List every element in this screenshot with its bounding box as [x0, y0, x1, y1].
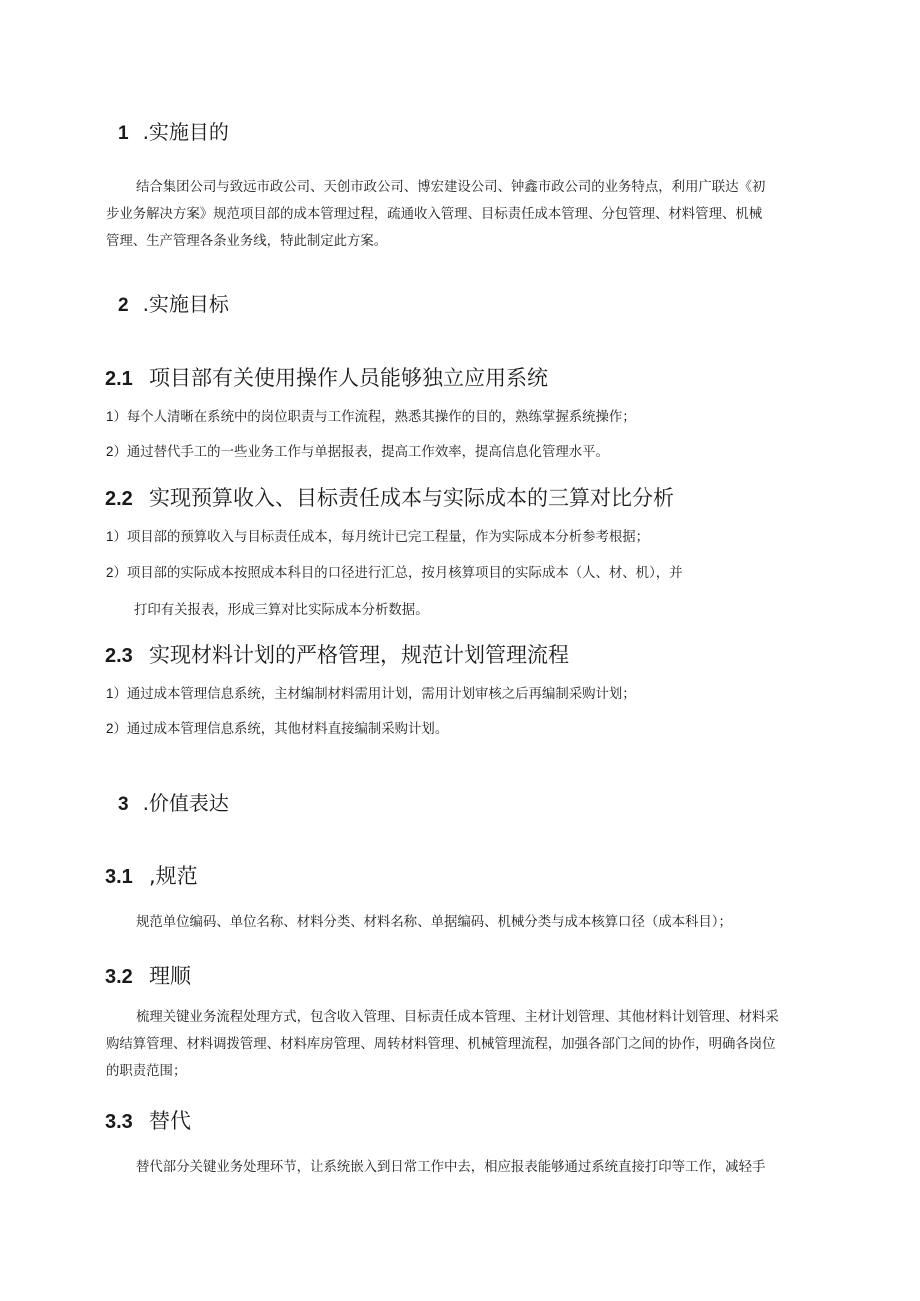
- paragraph-line: 的职责范围；: [106, 1064, 187, 1079]
- subsection-2-2-heading: [105, 482, 674, 512]
- section-title: .实施目标: [142, 292, 229, 316]
- subsection-number: 2.1: [105, 368, 133, 390]
- list-item-text: 通过替代手工的一些业务工作与单据报表，提高工作效率，提高信息化管理水平。: [126, 445, 609, 460]
- subsection-number: 2.2: [105, 488, 133, 510]
- subsection-number: 3.1: [105, 866, 133, 888]
- paragraph-line: 管理、生产管理各条业务线，特此制定此方案。: [106, 234, 388, 249]
- subsection-title: ,规范: [149, 864, 198, 888]
- section-number: 2: [118, 295, 129, 316]
- section-1-body: [106, 174, 834, 255]
- subsection-3-1-heading: [105, 860, 198, 890]
- subsection-title: 替代: [149, 1109, 191, 1133]
- list-item-number: 1）: [106, 409, 127, 424]
- list-item-number: 1）: [106, 529, 127, 544]
- section-3-heading: [118, 787, 229, 816]
- subsection-title: 实现材料计划的严格管理，规范计划管理流程: [149, 643, 569, 667]
- list-item-number: 2）: [106, 565, 127, 580]
- section-number: 1: [118, 123, 129, 144]
- subsection-number: 3.3: [105, 1111, 133, 1133]
- list-item: [106, 683, 636, 702]
- subsection-2-1-heading: [105, 362, 548, 392]
- list-item-continuation: 打印有关报表，形成三算对比实际成本分析数据。: [134, 603, 429, 618]
- list-item: [106, 406, 636, 425]
- section-number: 3: [118, 794, 129, 815]
- list-item-text: 通过成本管理信息系统，主材编制材料需用计划，需用计划审核之后再编制采购计划；: [126, 687, 636, 702]
- paragraph-line: 步业务解决方案》规范项目部的成本管理过程，疏通收入管理、目标责任成本管理、分包管理、材料管理、机械: [106, 207, 763, 222]
- paragraph-line: 替代部分关键业务处理环节，让系统嵌入到日常工作中去，相应报表能够通过系统直接打印等工作，减轻手: [136, 1160, 766, 1175]
- list-item-number: 2）: [106, 444, 127, 459]
- list-item-text: 通过成本管理信息系统，其他材料直接编制采购计划。: [126, 722, 449, 737]
- list-item-text: 项目部的预算收入与目标责任成本，每月统计已完工程量，作为实际成本分析参考根据；: [126, 530, 650, 545]
- subsection-3-2-body: [106, 1004, 834, 1085]
- subsection-3-3-heading: [105, 1105, 191, 1135]
- section-title: .价值表达: [142, 791, 229, 815]
- paragraph-line: 结合集团公司与致远市政公司、天创市政公司、博宏建设公司、钟鑫市政公司的业务特点，利用广联达《初: [136, 180, 766, 195]
- paragraph-line: 规范单位编码、单位名称、材料分类、材料名称、单据编码、机械分类与成本核算口径（成本科目）；: [136, 915, 732, 930]
- subsection-2-3-heading: [105, 639, 569, 669]
- list-item-number: 1）: [106, 686, 127, 701]
- list-item-text: 项目部的实际成本按照成本科目的口径进行汇总，按月核算项目的实际成本（人、材、机），并: [126, 566, 683, 581]
- subsection-3-2-heading: [105, 960, 191, 990]
- section-1-heading: [118, 116, 229, 145]
- list-item: [106, 562, 683, 581]
- subsection-number: 2.3: [105, 645, 133, 667]
- subsection-number: 3.2: [105, 966, 133, 988]
- section-2-heading: [118, 288, 229, 317]
- section-title: .实施目的: [142, 120, 229, 144]
- list-item-number: 2）: [106, 721, 127, 736]
- list-item: [106, 718, 448, 737]
- paragraph-line: 梳理关键业务流程处理方式，包含收入管理、目标责任成本管理、主材计划管理、其他材料计划管理、材料采: [136, 1010, 779, 1025]
- list-item-text: 每个人清晰在系统中的岗位职责与工作流程，熟悉其操作的目的，熟练掌握系统操作；: [126, 410, 636, 425]
- subsection-title: 项目部有关使用操作人员能够独立应用系统: [149, 366, 548, 390]
- list-item: [106, 526, 649, 545]
- subsection-title: 理顺: [149, 964, 191, 988]
- list-item: [106, 441, 609, 460]
- paragraph-line: 购结算管理、材料调拨管理、材料库房管理、周转材料管理、机械管理流程，加强各部门之间的协作，明确各岗位: [106, 1037, 776, 1052]
- subsection-title: 实现预算收入、目标责任成本与实际成本的三算对比分析: [149, 486, 674, 510]
